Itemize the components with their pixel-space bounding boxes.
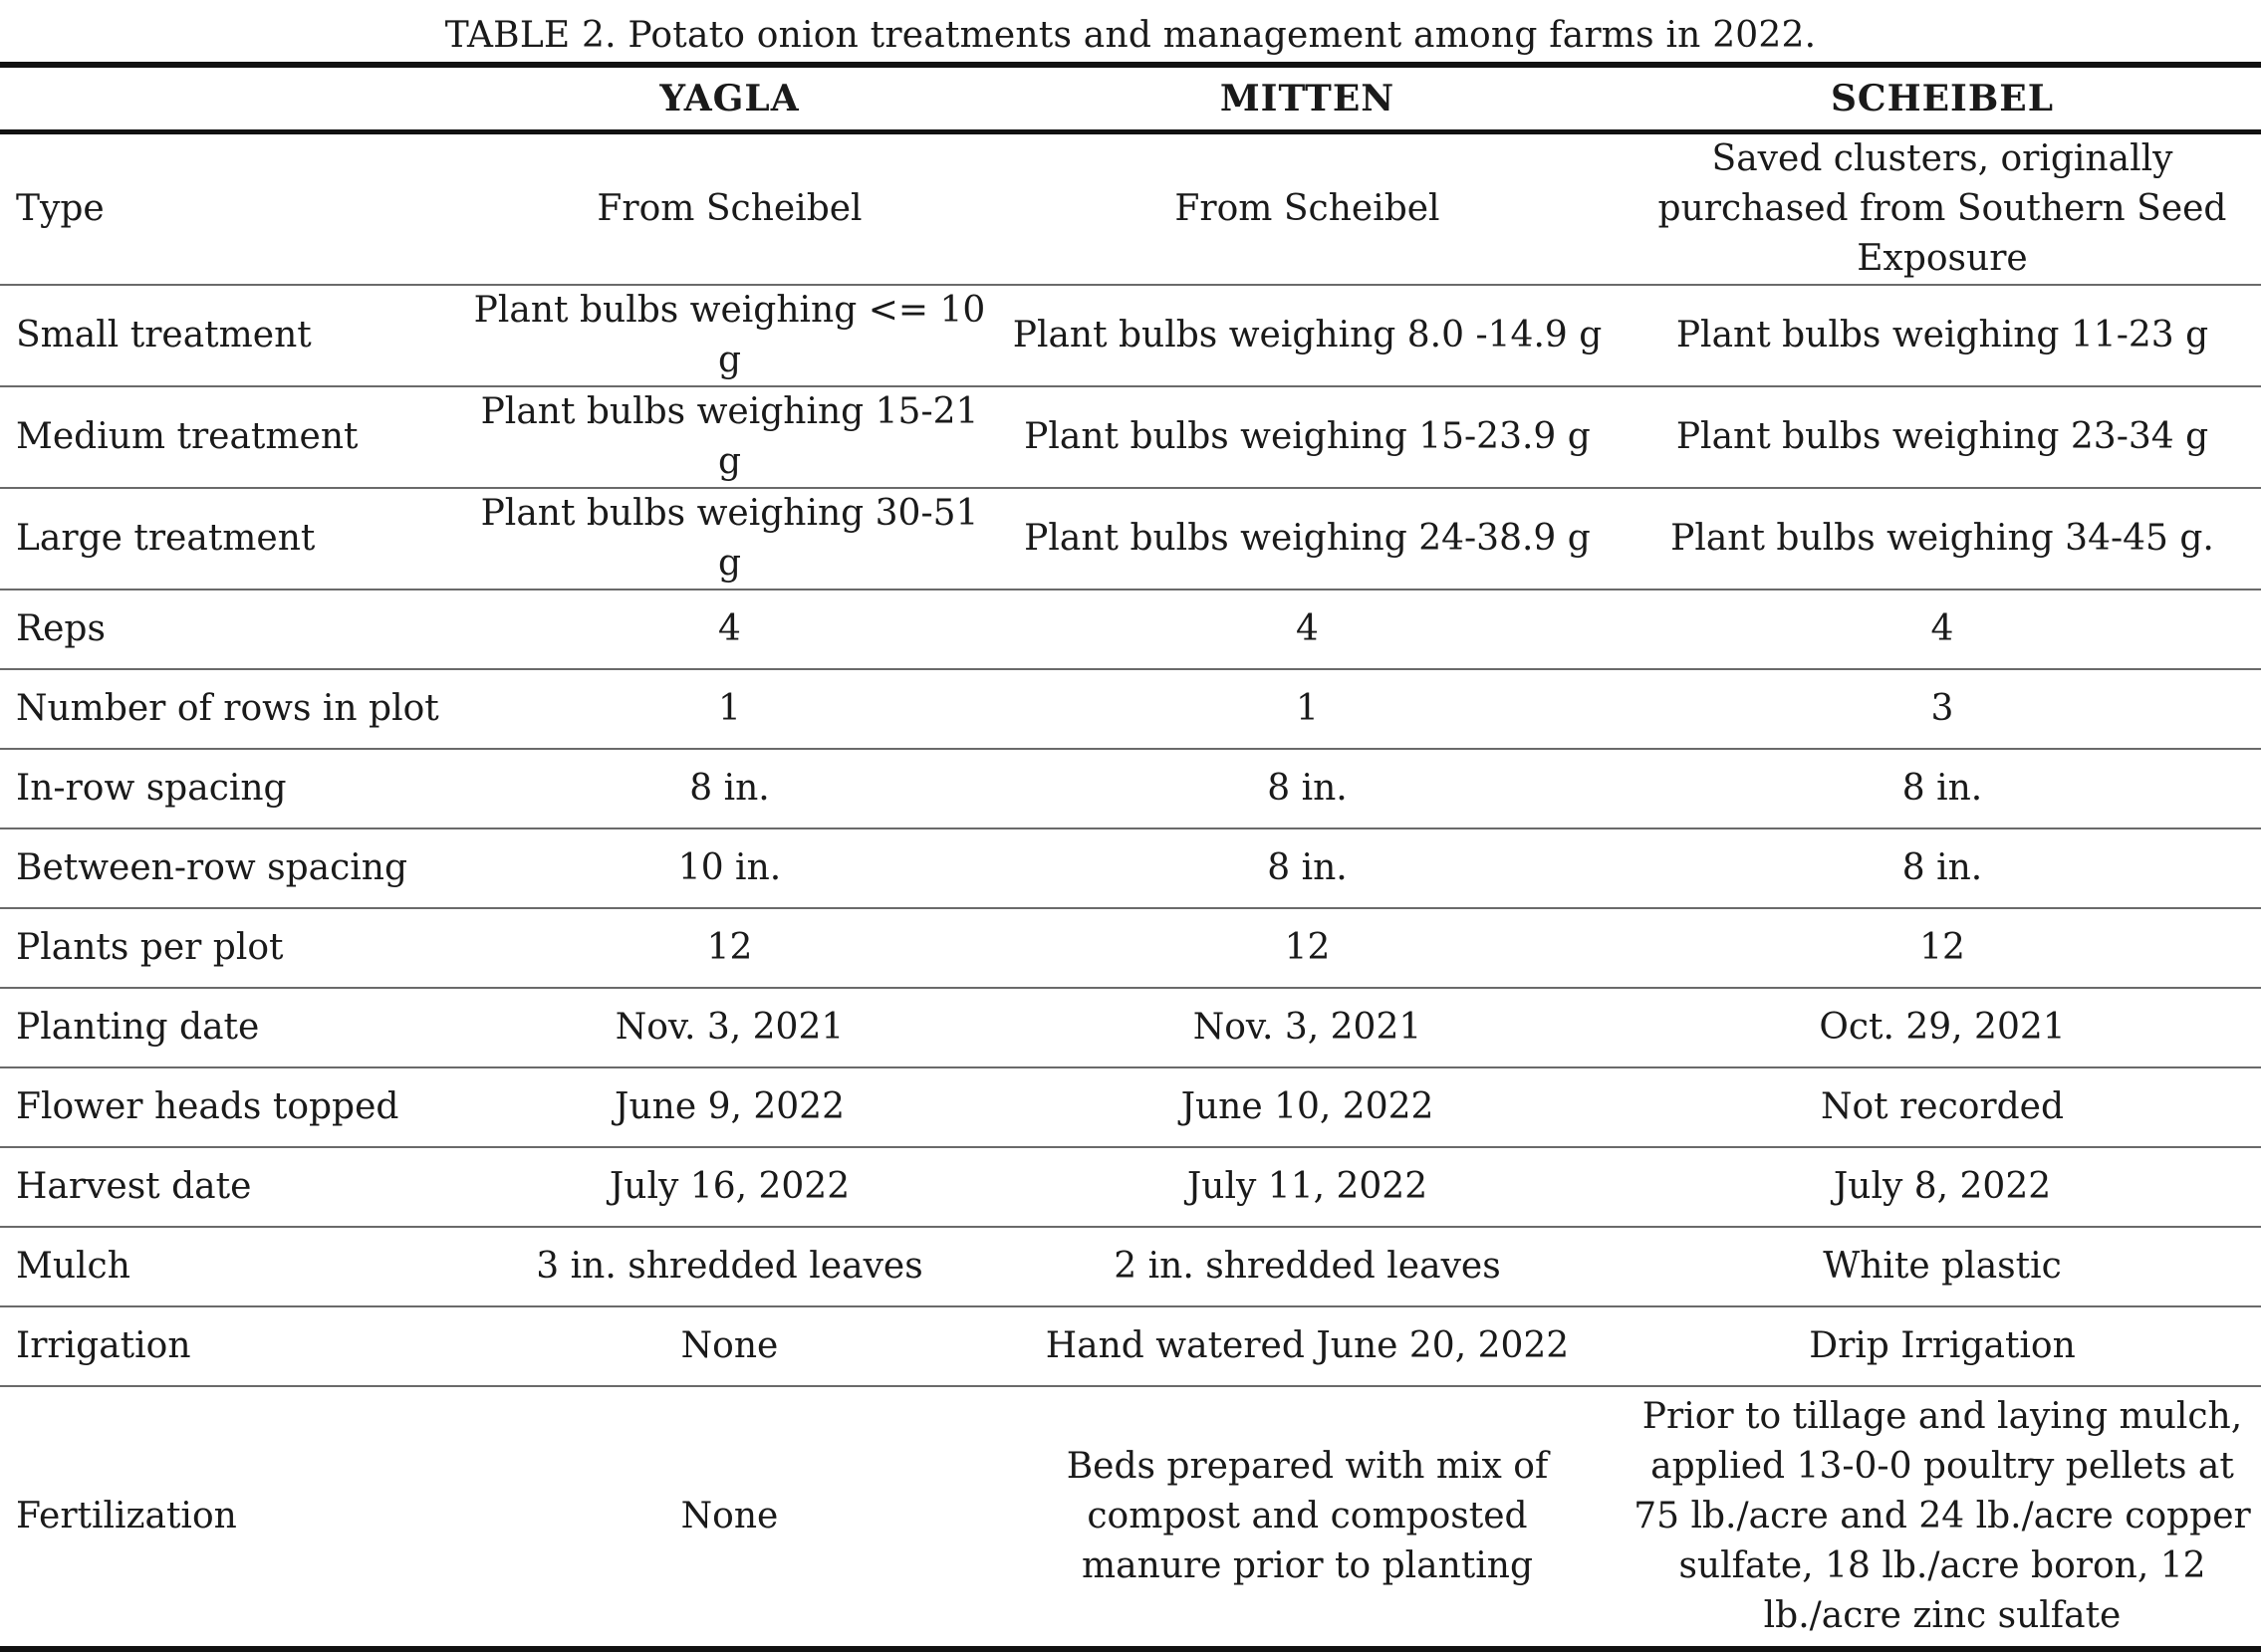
- cell-scheibel: 8 in.: [1624, 828, 2261, 908]
- cell-yagla: 4: [468, 590, 991, 669]
- table-caption: TABLE 2. Potato onion treatments and management among farms in 2022.: [444, 15, 1817, 56]
- cell-mitten: Hand watered June 20, 2022: [991, 1306, 1624, 1386]
- cell-mitten: Nov. 3, 2021: [991, 988, 1624, 1067]
- cell-mitten: Plant bulbs weighing 8.0 -14.9 g: [991, 285, 1624, 386]
- cell-mitten: 8 in.: [991, 828, 1624, 908]
- cell-yagla: 3 in. shredded leaves: [468, 1227, 991, 1306]
- row-label: Fertilization: [16, 1496, 237, 1536]
- table-header-row: [0, 65, 2261, 132]
- cell-yagla: Plant bulbs weighing <= 10 g: [468, 285, 991, 386]
- row-label: Medium treatment: [0, 386, 468, 488]
- cell-mitten: Plant bulbs weighing 15-23.9 g: [991, 386, 1624, 488]
- cell-yagla: Plant bulbs weighing 15-21 g: [468, 386, 991, 488]
- table-row: [0, 488, 2261, 590]
- row-label: Number of rows in plot: [0, 669, 468, 749]
- table-row: [0, 1227, 2261, 1306]
- cell-yagla: 10 in.: [468, 828, 991, 908]
- cell-mitten: 4: [991, 590, 1624, 669]
- row-label: Flower heads topped: [0, 1067, 468, 1147]
- table-row: [0, 749, 2261, 828]
- table-row: [0, 1067, 2261, 1147]
- table-row: [0, 1306, 2261, 1386]
- cell-scheibel: Plant bulbs weighing 23-34 g: [1624, 386, 2261, 488]
- column-header-mitten: MITTEN: [991, 65, 1624, 132]
- cell-mitten: Plant bulbs weighing 24-38.9 g: [991, 488, 1624, 590]
- row-label: Plants per plot: [0, 908, 468, 988]
- cell-scheibel: Drip Irrigation: [1624, 1306, 2261, 1386]
- cell-yagla: 8 in.: [468, 749, 991, 828]
- column-header-label: [0, 65, 468, 132]
- cell-scheibel: Prior to tillage and laying mulch, applied 13-0-0 poultry pellets at 75 lb./acre and 24 lb./acre copper sulfate, 18 lb./acre boron, 12 lb./acre zinc sulfate: [1633, 1396, 2251, 1636]
- table-row: [0, 132, 2261, 286]
- table-row: [0, 828, 2261, 908]
- cell-yagla: None: [468, 1306, 991, 1386]
- cell-mitten: Beds prepared with mix of compost and composted manure prior to planting: [1066, 1446, 1549, 1586]
- table-row: [0, 386, 2261, 488]
- cell-yagla: Nov. 3, 2021: [468, 988, 991, 1067]
- table-row: [0, 285, 2261, 386]
- table-row: [0, 669, 2261, 749]
- cell-yagla: June 9, 2022: [468, 1067, 991, 1147]
- cell-yagla: 12: [468, 908, 991, 988]
- row-label: Large treatment: [0, 488, 468, 590]
- row-label: Irrigation: [0, 1306, 468, 1386]
- table-row: [0, 590, 2261, 669]
- cell-yagla: None: [680, 1496, 779, 1536]
- cell-scheibel: Saved clusters, originally purchased from Southern Seed Exposure: [1624, 132, 2261, 286]
- cell-mitten: From Scheibel: [991, 132, 1624, 286]
- row-label: Reps: [0, 590, 468, 669]
- cell-mitten: 12: [991, 908, 1624, 988]
- cell-scheibel: Plant bulbs weighing 34-45 g.: [1624, 488, 2261, 590]
- cell-mitten: 1: [991, 669, 1624, 749]
- cell-scheibel: White plastic: [1624, 1227, 2261, 1306]
- cell-mitten: June 10, 2022: [991, 1067, 1624, 1147]
- cell-scheibel: Plant bulbs weighing 11-23 g: [1624, 285, 2261, 386]
- cell-mitten: 2 in. shredded leaves: [991, 1227, 1624, 1306]
- row-label: Mulch: [0, 1227, 468, 1306]
- cell-scheibel: Oct. 29, 2021: [1624, 988, 2261, 1067]
- cell-mitten: July 11, 2022: [991, 1147, 1624, 1227]
- cell-scheibel: Not recorded: [1624, 1067, 2261, 1147]
- table-row: [0, 988, 2261, 1067]
- row-label: Type: [0, 132, 468, 286]
- cell-yagla: July 16, 2022: [468, 1147, 991, 1227]
- row-label: Between-row spacing: [0, 828, 468, 908]
- row-label: Harvest date: [0, 1147, 468, 1227]
- cell-yagla: 1: [468, 669, 991, 749]
- cell-mitten: 8 in.: [991, 749, 1624, 828]
- table-row: [0, 1386, 2261, 1649]
- table-row: [0, 1147, 2261, 1227]
- table-row: [0, 908, 2261, 988]
- cell-scheibel: 12: [1624, 908, 2261, 988]
- row-label: In-row spacing: [0, 749, 468, 828]
- row-label: Planting date: [0, 988, 468, 1067]
- treatments-table: [0, 62, 2261, 1652]
- cell-scheibel: 3: [1624, 669, 2261, 749]
- cell-scheibel: 4: [1624, 590, 2261, 669]
- row-label: Small treatment: [0, 285, 468, 386]
- cell-scheibel: July 8, 2022: [1624, 1147, 2261, 1227]
- cell-yagla: From Scheibel: [468, 132, 991, 286]
- column-header-yagla: YAGLA: [468, 65, 991, 132]
- cell-scheibel: 8 in.: [1624, 749, 2261, 828]
- cell-yagla: Plant bulbs weighing 30-51 g: [468, 488, 991, 590]
- column-header-scheibel: SCHEIBEL: [1624, 65, 2261, 132]
